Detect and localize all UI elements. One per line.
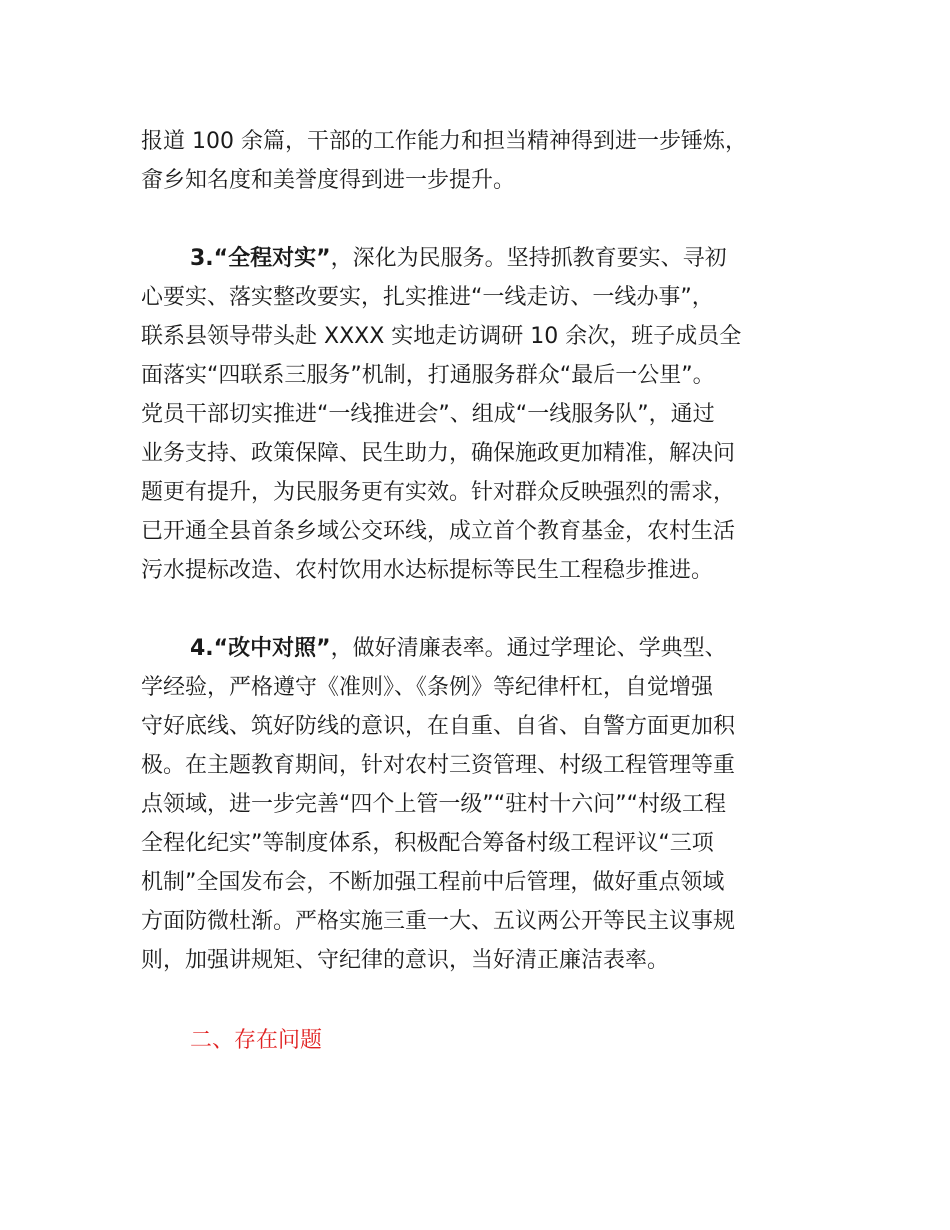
- paragraph-line: 心要实、落实整改要实，扎实推进“一线走访、一线办事”，: [141, 285, 714, 310]
- paragraph-line: 题更有提升，为民服务更有实效。针对群众反映强烈的需求，: [141, 480, 736, 505]
- paragraph-line: 党员干部切实推进“一线推进会”、组成“一线服务队”，通过: [141, 402, 715, 427]
- section-heading-problems: 二、存在问题: [190, 1028, 323, 1053]
- section-4-title: “改中对照”: [213, 636, 331, 661]
- paragraph-line: 全程化纪实”等制度体系，积极配合筹备村级工程评议“三项: [141, 831, 714, 856]
- paragraph-line: 面落实“四联系三服务”机制，打通服务群众“最后一公里”。: [141, 363, 715, 388]
- paragraph-line: 守好底线、筑好防线的意识，在自重、自省、自警方面更加积: [141, 714, 736, 739]
- paragraph-line: 污水提标改造、农村饮用水达标提标等民生工程稳步推进。: [141, 558, 714, 583]
- section-3-number: 3.: [190, 246, 214, 271]
- paragraph-line: 报道 100 余篇，干部的工作能力和担当精神得到进一步锤炼，: [141, 129, 747, 154]
- paragraph-line: 极。在主题教育期间，针对农村三资管理、村级工程管理等重: [141, 753, 736, 778]
- section-4-first-line: [190, 634, 890, 664]
- section-3-title: “全程对实”: [213, 246, 331, 271]
- paragraph-line: 已开通全县首条乡域公交环线，成立首个教育基金，农村生活: [141, 519, 736, 544]
- paragraph-line: 则，加强讲规矩、守纪律的意识，当好清正廉洁表率。: [141, 948, 670, 973]
- paragraph-line: 点领域，进一步完善“四个上管一级”“驻村十六问”“村级工程: [141, 792, 726, 817]
- paragraph-line: 机制”全国发布会，不断加强工程前中后管理，做好重点领域: [141, 870, 725, 895]
- paragraph-line: 方面防微杜渐。严格实施三重一大、五议两公开等民主议事规: [141, 909, 736, 934]
- paragraph-line: 联系县领导带头赴 XXXX 实地走访调研 10 余次，班子成员全: [141, 324, 742, 349]
- section-3-first-line: [190, 244, 890, 274]
- paragraph-line: 业务支持、政策保障、民生助力，确保施政更加精准，解决问: [141, 441, 736, 466]
- paragraph-line: 学经验，严格遵守《准则》、《条例》等纪律杆杠，自觉增强: [141, 675, 714, 700]
- section-4-number: 4.: [190, 636, 214, 661]
- section-3-first-line-text: ，深化为民服务。坚持抓教育要实、寻初: [330, 246, 727, 271]
- paragraph-line: 畲乡知名度和美誉度得到进一步提升。: [141, 168, 516, 193]
- section-4-first-line-text: ，做好清廉表率。通过学理论、学典型、: [330, 636, 727, 661]
